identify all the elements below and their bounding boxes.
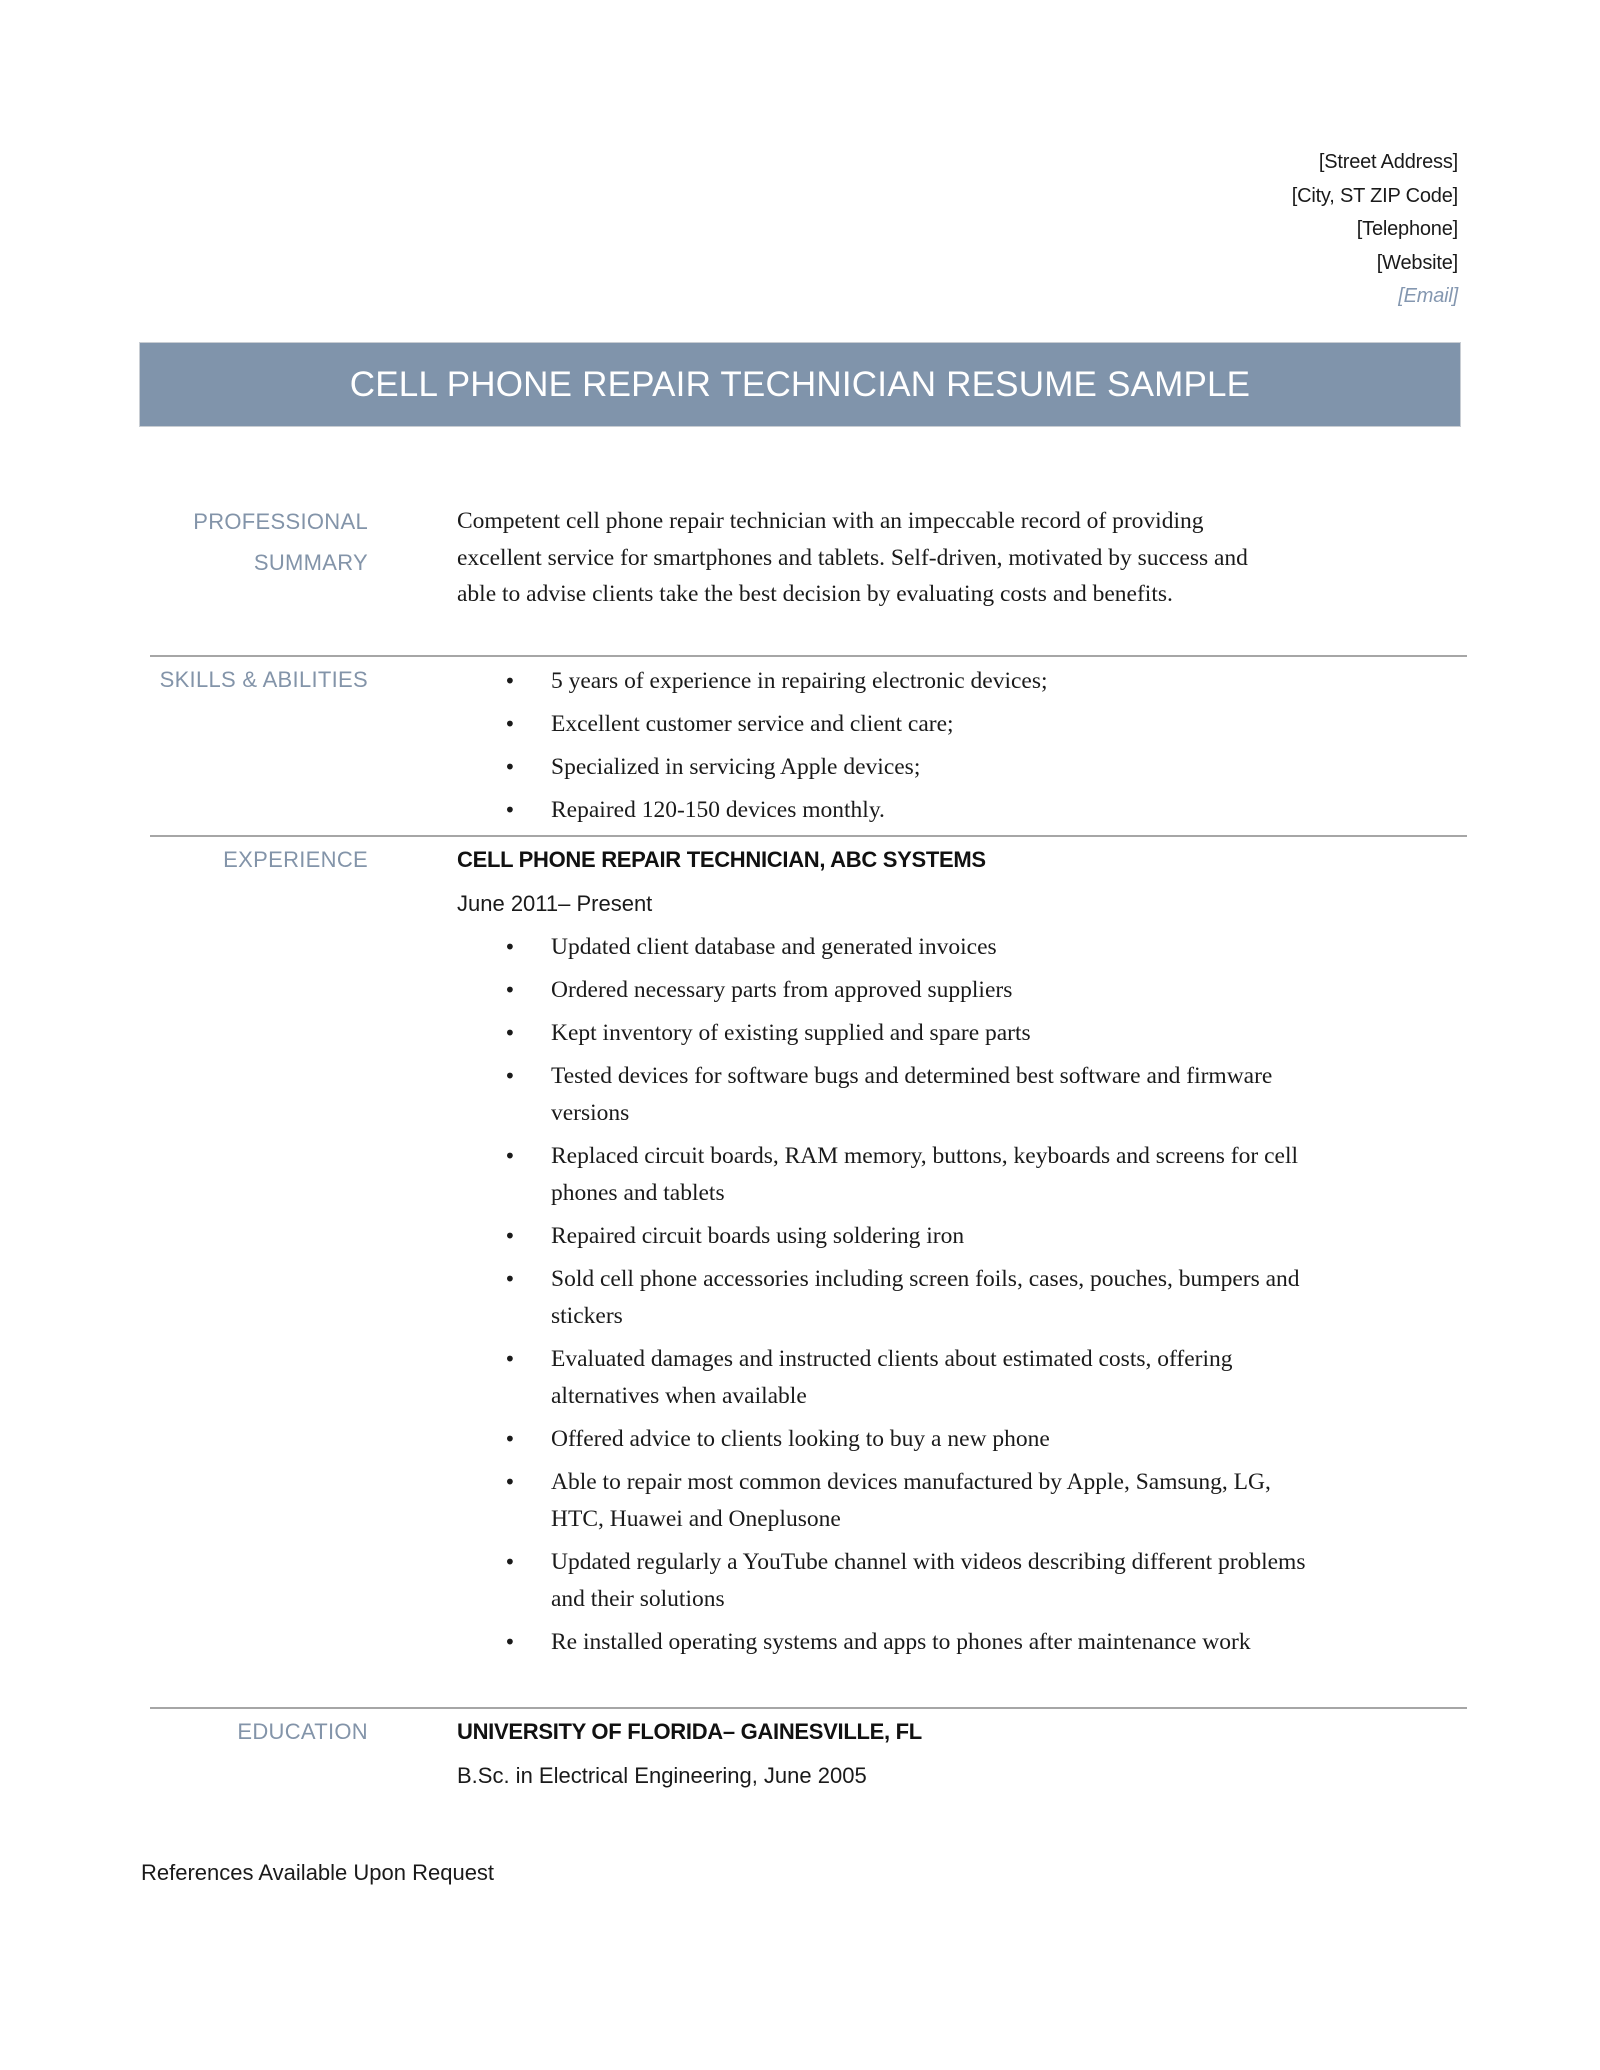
website: [Website] bbox=[1376, 251, 1458, 274]
summary-label-line2: SUMMARY bbox=[253, 550, 368, 575]
experience-body bbox=[457, 845, 1437, 1667]
city-state-zip: [City, ST ZIP Code] bbox=[1291, 184, 1458, 207]
contact-block bbox=[1292, 146, 1458, 314]
telephone: [Telephone] bbox=[1356, 218, 1458, 241]
experience-label: EXPERIENCE bbox=[223, 847, 368, 872]
skills-list bbox=[457, 663, 1437, 829]
summary-text: Competent cell phone repair technician with an impeccable record of providing excellent service for smartphones and tablets. Self-driven, motivated by success and able to advise clients take the best decision by evaluating costs and benefits. bbox=[457, 508, 1248, 607]
section-divider bbox=[150, 835, 1467, 837]
list-item: • Updated client database and generated invoices bbox=[457, 929, 1311, 966]
list-item: • Specialized in servicing Apple devices; bbox=[457, 749, 1437, 786]
list-item: • Updated regularly a YouTube channel with videos describing different problems and their solutions bbox=[457, 1544, 1311, 1618]
list-item: • Re installed operating systems and apps to phones after maintenance work bbox=[457, 1624, 1311, 1661]
skills-body bbox=[457, 663, 1437, 835]
section-divider bbox=[150, 655, 1467, 657]
list-item: • Replaced circuit boards, RAM memory, buttons, keyboards and screens for cell phones and tablets bbox=[457, 1138, 1311, 1212]
list-item: • Offered advice to clients looking to buy a new phone bbox=[457, 1421, 1311, 1458]
skills-section bbox=[150, 659, 1467, 829]
list-item: • 5 years of experience in repairing electronic devices; bbox=[457, 663, 1437, 700]
title-banner bbox=[139, 342, 1461, 427]
summary-label-line1: PROFESSIONAL bbox=[193, 509, 368, 534]
section-divider bbox=[150, 1707, 1467, 1709]
list-item: • Excellent customer service and client care; bbox=[457, 706, 1437, 743]
list-item: • Repaired 120-150 devices monthly. bbox=[457, 792, 1437, 829]
job-dates: June 2011– Present bbox=[457, 891, 653, 916]
references-note: References Available Upon Request bbox=[141, 1860, 495, 1885]
summary-label bbox=[148, 501, 368, 583]
street-address: [Street Address] bbox=[1318, 151, 1458, 173]
page-title: CELL PHONE REPAIR TECHNICIAN RESUME SAMPLE bbox=[349, 364, 1251, 404]
list-item: • Evaluated damages and instructed clients about estimated costs, offering alternatives when available bbox=[457, 1341, 1311, 1415]
experience-section bbox=[150, 839, 1467, 1699]
skills-label: SKILLS & ABILITIES bbox=[159, 667, 368, 692]
education-label: EDUCATION bbox=[237, 1719, 368, 1744]
school-name: UNIVERSITY OF FLORIDA– GAINESVILLE, FL bbox=[457, 1719, 922, 1744]
job-title: CELL PHONE REPAIR TECHNICIAN, ABC SYSTEMS bbox=[457, 847, 986, 872]
summary-section bbox=[150, 501, 1467, 651]
education-section bbox=[150, 1711, 1467, 1821]
education-body bbox=[457, 1717, 1437, 1791]
experience-list bbox=[457, 929, 1437, 1661]
list-item: • Kept inventory of existing supplied and spare parts bbox=[457, 1015, 1311, 1052]
email: [Email] bbox=[1398, 285, 1458, 308]
list-item: • Ordered necessary parts from approved suppliers bbox=[457, 972, 1311, 1009]
degree: B.Sc. in Electrical Engineering, June 2005 bbox=[457, 1763, 867, 1788]
list-item: • Sold cell phone accessories including screen foils, cases, pouches, bumpers and stickers bbox=[457, 1261, 1311, 1335]
list-item: • Able to repair most common devices manufactured by Apple, Samsung, LG, HTC, Huawei and Oneplusone bbox=[457, 1464, 1311, 1538]
list-item: • Tested devices for software bugs and determined best software and firmware versions bbox=[457, 1058, 1311, 1132]
list-item: • Repaired circuit boards using soldering iron bbox=[457, 1218, 1311, 1255]
